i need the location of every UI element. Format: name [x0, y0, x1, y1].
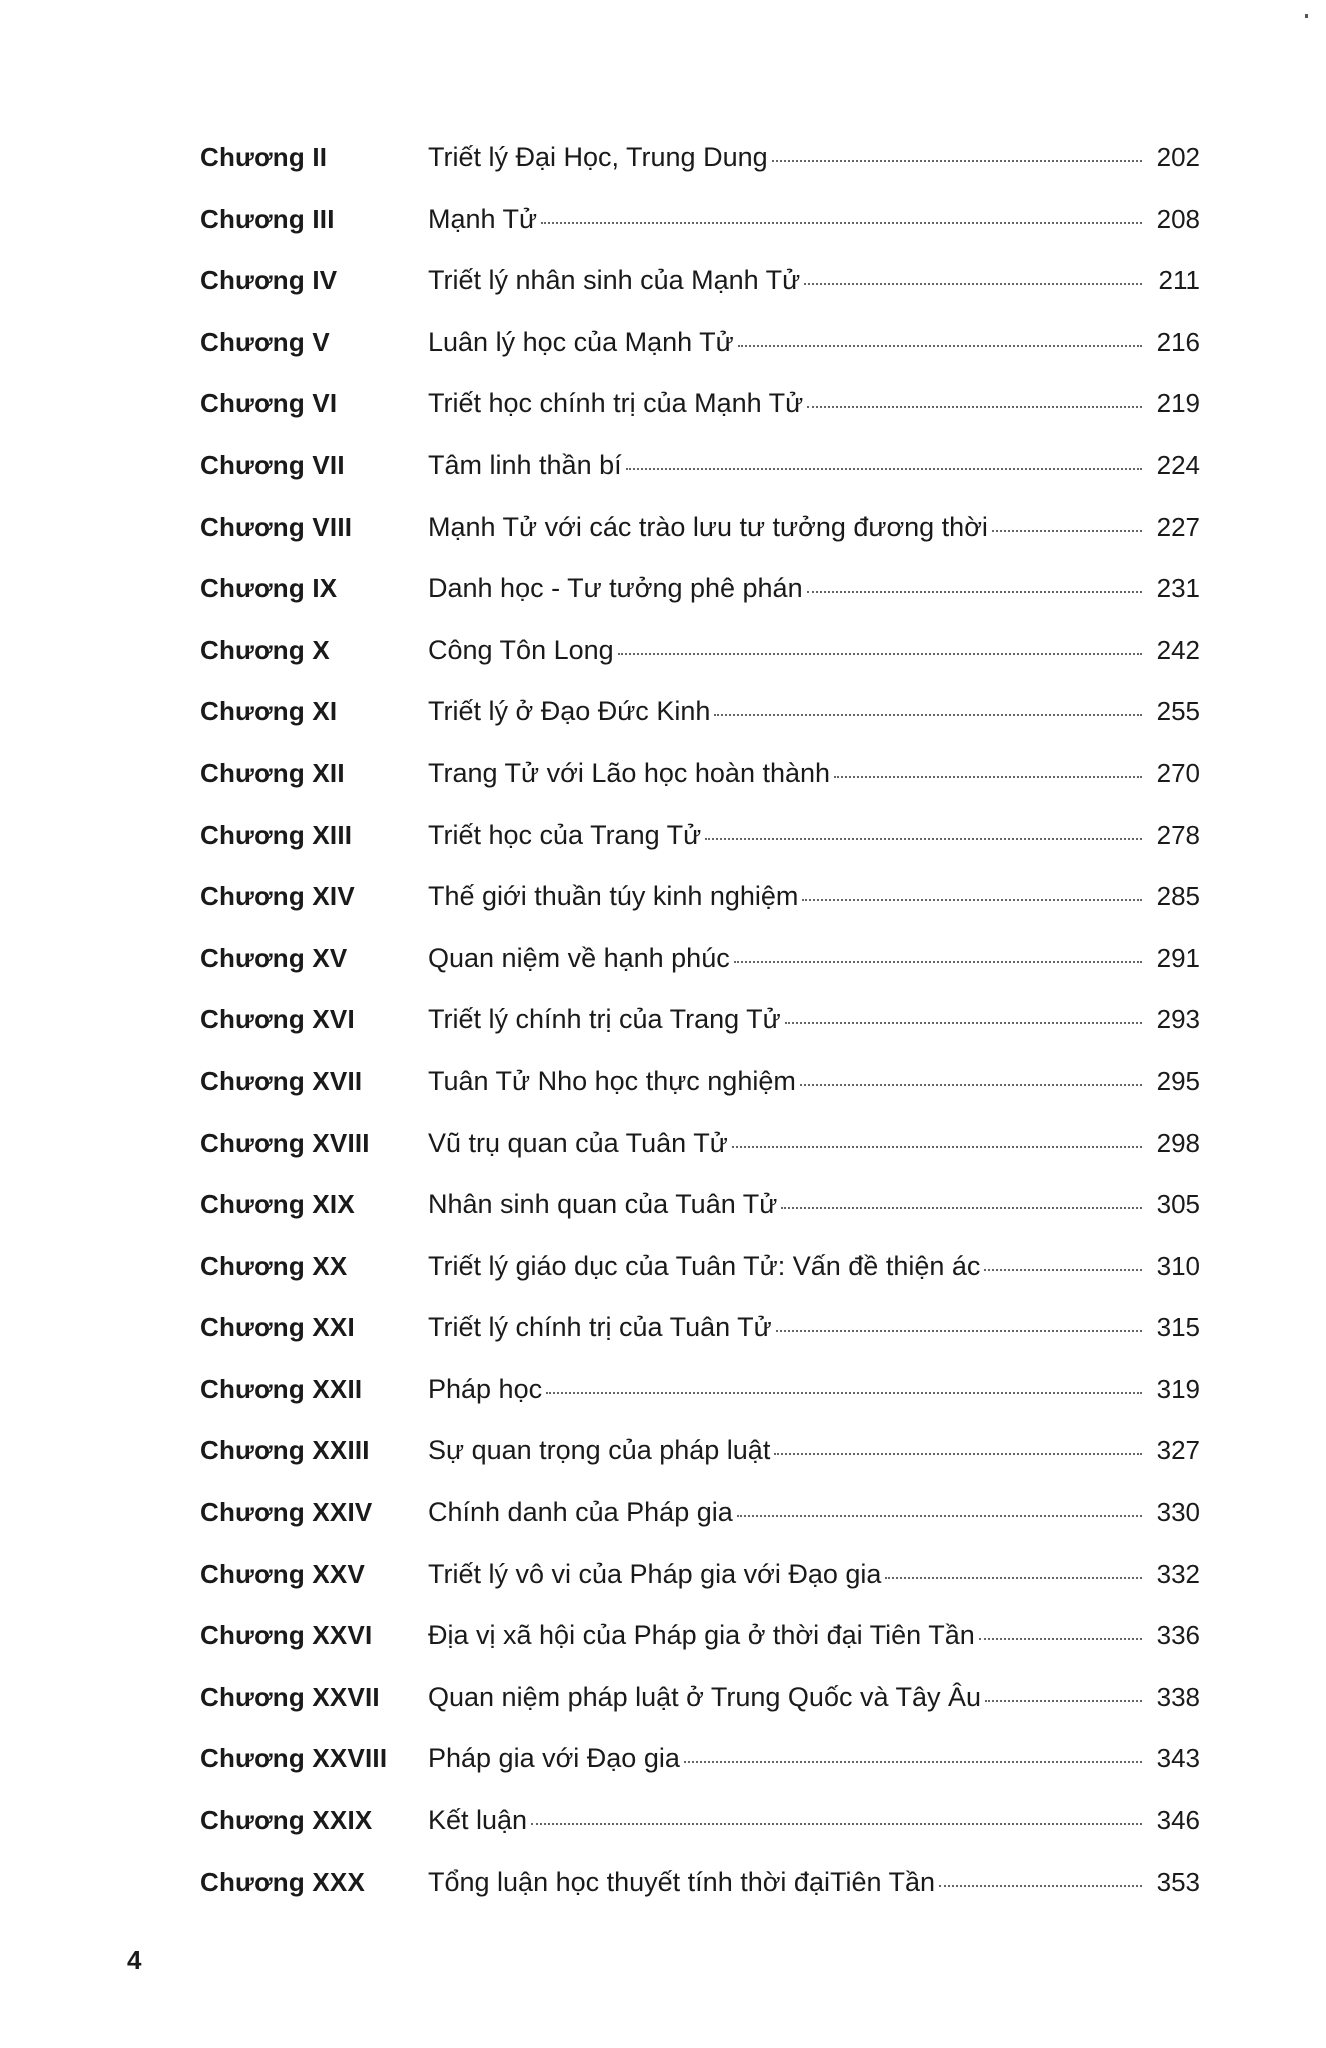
toc-entry	[200, 1803, 1200, 1865]
page-ref: 298	[1156, 1127, 1200, 1158]
toc-entry	[200, 941, 1200, 1003]
page-ref: 338	[1156, 1681, 1200, 1712]
chapter-label: Chương VI	[200, 388, 338, 419]
page-ref: 332	[1156, 1558, 1200, 1589]
page-ref: 285	[1156, 881, 1200, 912]
dot-leader	[807, 591, 1142, 593]
chapter-title: Triết lý chính trị của Trang Tử	[428, 1004, 781, 1035]
page-ref: 346	[1156, 1805, 1200, 1836]
toc-entry	[200, 1618, 1200, 1680]
chapter-title: Mạnh Tử	[428, 203, 538, 234]
page-ref: 353	[1156, 1866, 1200, 1897]
chapter-label: Chương IV	[200, 265, 338, 296]
chapter-title: Công Tôn Long	[428, 634, 614, 665]
dot-leader	[885, 1577, 1142, 1579]
chapter-title: Trang Tử với Lão học hoàn thành	[428, 757, 831, 788]
toc-entry	[200, 879, 1200, 941]
chapter-title: Thế giới thuần túy kinh nghiệm	[428, 881, 799, 912]
page-ref: 315	[1156, 1312, 1200, 1343]
dot-leader	[781, 1207, 1142, 1209]
chapter-title: Vũ trụ quan của Tuân Tử	[428, 1127, 728, 1158]
toc-entry	[200, 1372, 1200, 1434]
chapter-title: Địa vị xã hội của Pháp gia ở thời đại Tiên Tần	[428, 1620, 975, 1651]
chapter-title: Luân lý học của Mạnh Tử	[428, 326, 734, 357]
dot-leader	[546, 1392, 1142, 1394]
chapter-title: Triết lý Đại Học, Trung Dung	[428, 142, 768, 172]
page-ref: 343	[1156, 1743, 1200, 1774]
chapter-label: Chương XIX	[200, 1189, 355, 1220]
page-ref: 219	[1156, 388, 1200, 419]
page-ref: 216	[1156, 326, 1200, 357]
chapter-title: Nhân sinh quan của Tuân Tử	[428, 1189, 778, 1220]
toc-entry	[200, 1249, 1200, 1311]
chapter-label: Chương IX	[200, 573, 338, 604]
dot-leader	[939, 1885, 1142, 1887]
page-ref: 202	[1156, 142, 1200, 172]
dot-leader	[705, 838, 1142, 840]
page-ref: 295	[1156, 1065, 1200, 1096]
chapter-label: Chương XXV	[200, 1558, 365, 1589]
chapter-label: Chương XXX	[200, 1866, 365, 1897]
toc-entry	[200, 1433, 1200, 1495]
chapter-label: Chương XVIII	[200, 1127, 370, 1158]
dot-leader	[684, 1761, 1142, 1763]
table-of-contents	[200, 140, 1200, 1926]
dot-leader	[804, 283, 1142, 285]
chapter-label: Chương VII	[200, 449, 345, 480]
chapter-title: Pháp gia với Đạo gia	[428, 1743, 680, 1774]
chapter-title: Triết lý ở Đạo Đức Kinh	[428, 696, 711, 727]
dot-leader	[732, 1146, 1142, 1148]
toc-entry	[200, 1741, 1200, 1803]
page-ref: 211	[1158, 265, 1200, 296]
chapter-label: Chương VIII	[200, 511, 353, 542]
toc-entry	[200, 694, 1200, 756]
chapter-title: Triết lý vô vi của Pháp gia với Đạo gia	[428, 1558, 882, 1589]
chapter-label: Chương XI	[200, 696, 338, 727]
page-ref: 327	[1156, 1435, 1200, 1466]
toc-entry	[200, 1495, 1200, 1557]
chapter-title: Triết lý giáo dục của Tuân Tử: Vấn đề thiện ác	[428, 1250, 981, 1281]
chapter-label: Chương XXVI	[200, 1620, 373, 1651]
chapter-title: Triết học chính trị của Mạnh Tử	[428, 388, 804, 419]
scan-speck	[1305, 14, 1308, 18]
chapter-label: Chương XXVII	[200, 1681, 380, 1712]
chapter-title: Triết lý nhân sinh của Mạnh Tử	[428, 265, 801, 296]
page-ref: 293	[1156, 1004, 1200, 1035]
toc-entry	[200, 448, 1200, 510]
chapter-label: Chương XXII	[200, 1373, 363, 1404]
toc-entry	[200, 756, 1200, 818]
toc-entry	[200, 818, 1200, 880]
toc-entry	[200, 1126, 1200, 1188]
chapter-label: Chương XV	[200, 942, 348, 973]
toc-entry	[200, 1865, 1200, 1927]
toc-entry	[200, 386, 1200, 448]
dot-leader	[992, 530, 1142, 532]
chapter-title: Tuân Tử Nho học thực nghiệm	[428, 1065, 796, 1096]
toc-entry	[200, 263, 1200, 325]
dot-leader	[807, 406, 1142, 408]
chapter-label: Chương XXVIII	[200, 1743, 388, 1774]
page-ref: 305	[1156, 1189, 1200, 1220]
dot-leader	[714, 714, 1142, 716]
dot-leader	[984, 1269, 1142, 1271]
toc-entry	[200, 1680, 1200, 1742]
page-ref: 291	[1156, 942, 1200, 973]
dot-leader	[774, 1453, 1142, 1455]
page-ref: 319	[1156, 1373, 1200, 1404]
dot-leader	[834, 776, 1142, 778]
chapter-label: Chương II	[200, 142, 328, 172]
chapter-title: Mạnh Tử với các trào lưu tư tưởng đương thời	[428, 511, 988, 542]
dot-leader	[979, 1638, 1142, 1640]
chapter-label: Chương XXI	[200, 1312, 355, 1343]
toc-entry	[200, 1310, 1200, 1372]
dot-leader	[800, 1084, 1142, 1086]
toc-entry	[200, 140, 1200, 202]
chapter-label: Chương V	[200, 326, 330, 357]
chapter-title: Chính danh của Pháp gia	[428, 1497, 733, 1528]
chapter-title: Tâm linh thần bí	[428, 449, 622, 480]
page-ref: 278	[1156, 819, 1200, 850]
toc-entry	[200, 1002, 1200, 1064]
chapter-label: Chương X	[200, 634, 330, 665]
dot-leader	[772, 160, 1142, 162]
dot-leader	[618, 653, 1142, 655]
chapter-title: Tổng luận học thuyết tính thời đạiTiên Tần	[428, 1866, 936, 1897]
toc-entry	[200, 510, 1200, 572]
page-ref: 270	[1156, 757, 1200, 788]
dot-leader	[785, 1022, 1142, 1024]
toc-entry	[200, 1064, 1200, 1126]
page-ref: 227	[1156, 511, 1200, 542]
page-ref: 336	[1156, 1620, 1200, 1651]
chapter-label: Chương XVII	[200, 1065, 363, 1096]
chapter-label: Chương XII	[200, 757, 345, 788]
page-ref: 255	[1156, 696, 1200, 727]
page-ref: 224	[1156, 449, 1200, 480]
toc-entry	[200, 1187, 1200, 1249]
chapter-title: Pháp học	[428, 1373, 543, 1404]
chapter-title: Quan niệm pháp luật ở Trung Quốc và Tây Âu	[428, 1681, 982, 1712]
chapter-title: Triết học của Trang Tử	[428, 819, 702, 850]
toc-entry	[200, 325, 1200, 387]
chapter-title: Sự quan trọng của pháp luật	[428, 1435, 771, 1466]
chapter-label: Chương XXIV	[200, 1497, 373, 1528]
page-number: 4	[127, 1945, 142, 1975]
chapter-title: Triết lý chính trị của Tuân Tử	[428, 1312, 772, 1343]
dot-leader	[802, 899, 1142, 901]
toc-entry	[200, 1557, 1200, 1619]
toc-entry	[200, 571, 1200, 633]
dot-leader	[531, 1823, 1142, 1825]
toc-entry	[200, 633, 1200, 695]
dot-leader	[734, 961, 1142, 963]
chapter-title: Quan niệm về hạnh phúc	[428, 942, 730, 973]
chapter-label: Chương XXIX	[200, 1805, 373, 1836]
dot-leader	[738, 345, 1142, 347]
chapter-label: Chương XIV	[200, 881, 355, 912]
dot-leader	[737, 1515, 1142, 1517]
chapter-label: Chương III	[200, 203, 335, 234]
dot-leader	[626, 468, 1142, 470]
chapter-title: Danh học - Tư tưởng phê phán	[428, 573, 803, 604]
page-ref: 310	[1156, 1250, 1200, 1281]
chapter-label: Chương XXIII	[200, 1435, 370, 1466]
page-ref: 208	[1156, 203, 1200, 234]
chapter-label: Chương XIII	[200, 819, 353, 850]
dot-leader	[776, 1330, 1142, 1332]
dot-leader	[985, 1700, 1142, 1702]
dot-leader	[541, 222, 1142, 224]
chapter-label: Chương XX	[200, 1250, 348, 1281]
chapter-title: Kết luận	[428, 1805, 528, 1836]
toc-entry	[200, 202, 1200, 264]
page-ref: 242	[1156, 634, 1200, 665]
chapter-label: Chương XVI	[200, 1004, 355, 1035]
page-ref: 231	[1156, 573, 1200, 604]
page-ref: 330	[1156, 1497, 1200, 1528]
